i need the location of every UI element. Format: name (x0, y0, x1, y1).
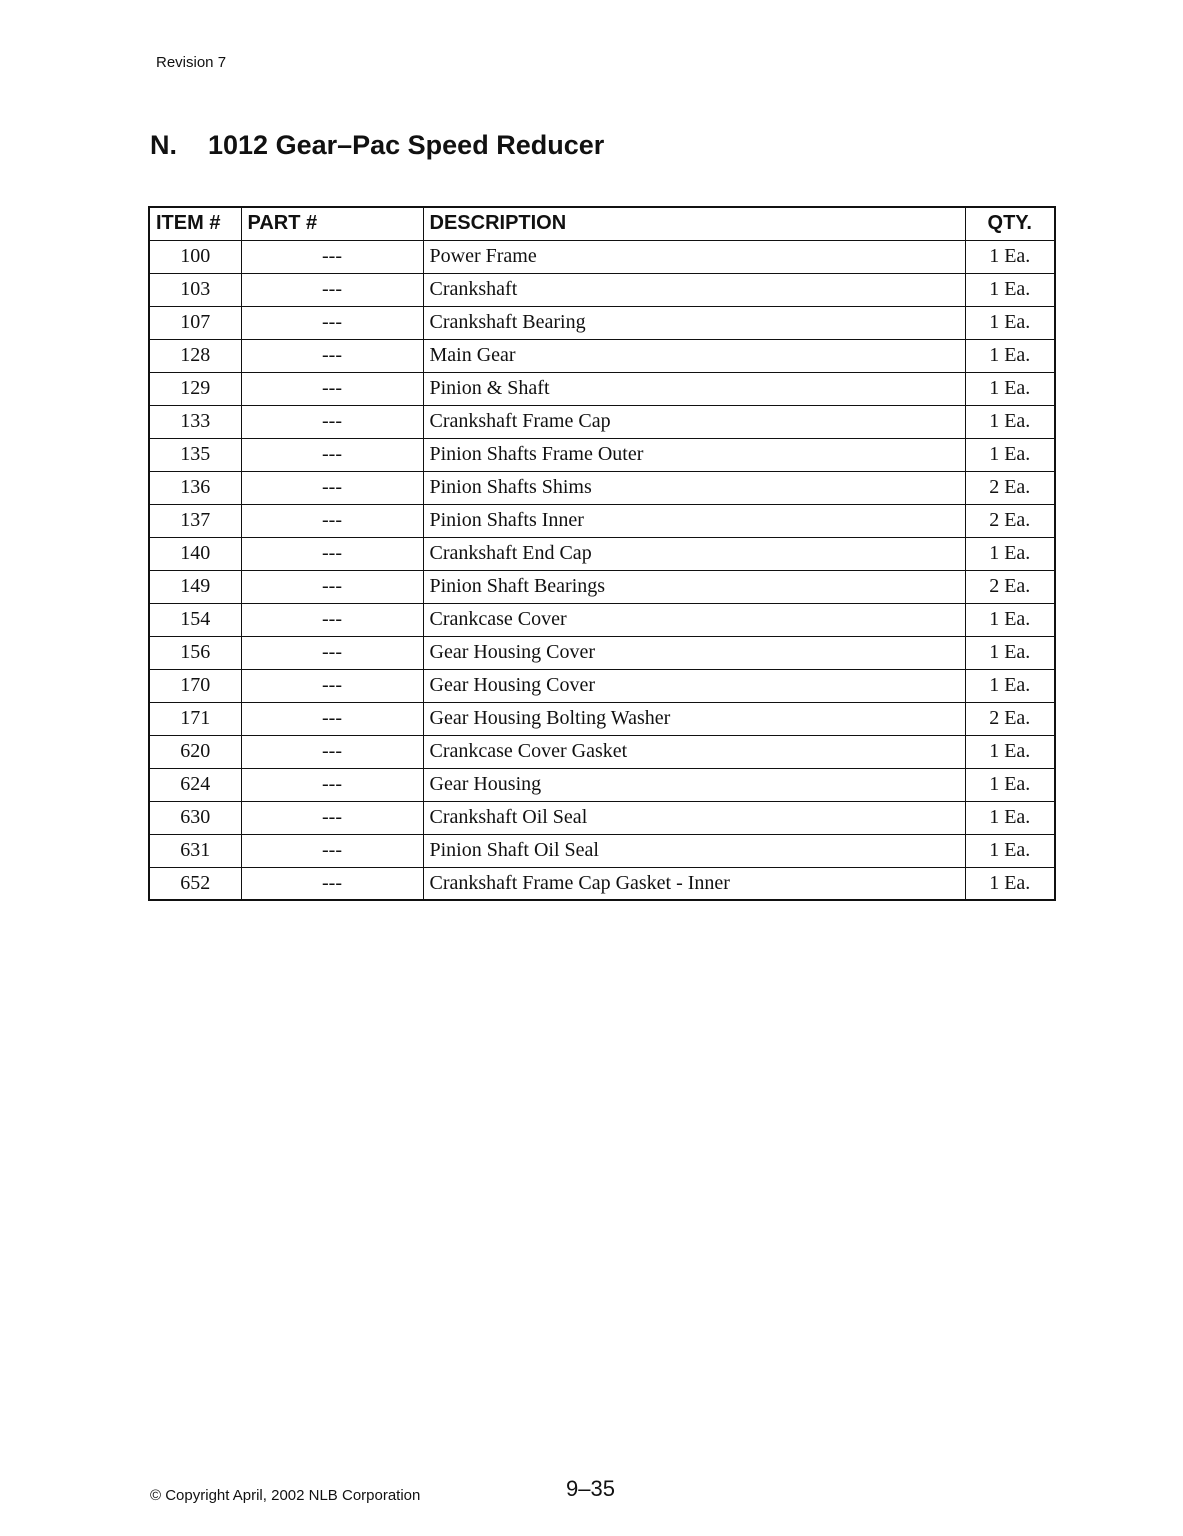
part-number-cell: --- (241, 669, 423, 702)
quantity-cell: 2 Ea. (965, 702, 1055, 735)
description-cell: Crankshaft Frame Cap (423, 405, 965, 438)
part-number-cell: --- (241, 636, 423, 669)
description-cell: Crankshaft (423, 273, 965, 306)
description-cell: Gear Housing Cover (423, 669, 965, 702)
item-number-cell: 154 (149, 603, 241, 636)
table-row (149, 768, 1055, 801)
item-number-cell: 624 (149, 768, 241, 801)
description-cell: Power Frame (423, 240, 965, 273)
quantity-cell: 1 Ea. (965, 339, 1055, 372)
quantity-cell: 2 Ea. (965, 570, 1055, 603)
item-number-cell: 136 (149, 471, 241, 504)
part-number-cell: --- (241, 834, 423, 867)
column-header-part: PART # (241, 207, 423, 240)
section-title-text: 1012 Gear–Pac Speed Reducer (208, 130, 605, 160)
quantity-cell: 1 Ea. (965, 603, 1055, 636)
column-header-qty: QTY. (965, 207, 1055, 240)
description-cell: Crankshaft End Cap (423, 537, 965, 570)
quantity-cell: 1 Ea. (965, 636, 1055, 669)
quantity-cell: 1 Ea. (965, 273, 1055, 306)
table-row (149, 504, 1055, 537)
item-number-cell: 652 (149, 867, 241, 900)
parts-table (148, 206, 1056, 901)
table-row (149, 735, 1055, 768)
item-number-cell: 103 (149, 273, 241, 306)
part-number-cell: --- (241, 273, 423, 306)
table-row (149, 801, 1055, 834)
column-header-item: ITEM # (149, 207, 241, 240)
table-row (149, 603, 1055, 636)
table-row (149, 867, 1055, 900)
item-number-cell: 156 (149, 636, 241, 669)
revision-label: Revision 7 (156, 54, 227, 71)
quantity-cell: 1 Ea. (965, 867, 1055, 900)
part-number-cell: --- (241, 339, 423, 372)
table-row (149, 339, 1055, 372)
part-number-cell: --- (241, 867, 423, 900)
item-number-cell: 100 (149, 240, 241, 273)
part-number-cell: --- (241, 768, 423, 801)
quantity-cell: 1 Ea. (965, 801, 1055, 834)
description-cell: Pinion Shaft Oil Seal (423, 834, 965, 867)
copyright-notice: © Copyright April, 2002 NLB Corporation (150, 1487, 421, 1504)
quantity-cell: 1 Ea. (965, 834, 1055, 867)
part-number-cell: --- (241, 801, 423, 834)
table-row (149, 570, 1055, 603)
quantity-cell: 1 Ea. (965, 240, 1055, 273)
part-number-cell: --- (241, 438, 423, 471)
table-row (149, 273, 1055, 306)
description-cell: Crankcase Cover Gasket (423, 735, 965, 768)
item-number-cell: 129 (149, 372, 241, 405)
quantity-cell: 2 Ea. (965, 504, 1055, 537)
item-number-cell: 171 (149, 702, 241, 735)
item-number-cell: 170 (149, 669, 241, 702)
item-number-cell: 135 (149, 438, 241, 471)
item-number-cell: 630 (149, 801, 241, 834)
table-row (149, 405, 1055, 438)
item-number-cell: 631 (149, 834, 241, 867)
page-number: 9–35 (566, 1476, 615, 1501)
description-cell: Pinion & Shaft (423, 372, 965, 405)
item-number-cell: 140 (149, 537, 241, 570)
quantity-cell: 1 Ea. (965, 306, 1055, 339)
description-cell: Crankshaft Oil Seal (423, 801, 965, 834)
item-number-cell: 620 (149, 735, 241, 768)
description-cell: Pinion Shaft Bearings (423, 570, 965, 603)
part-number-cell: --- (241, 702, 423, 735)
description-cell: Crankshaft Frame Cap Gasket - Inner (423, 867, 965, 900)
description-cell: Crankshaft Bearing (423, 306, 965, 339)
part-number-cell: --- (241, 570, 423, 603)
table-row (149, 372, 1055, 405)
table-header-row (149, 207, 1055, 240)
quantity-cell: 1 Ea. (965, 372, 1055, 405)
description-cell: Crankcase Cover (423, 603, 965, 636)
section-title (150, 130, 604, 161)
table-row (149, 669, 1055, 702)
item-number-cell: 128 (149, 339, 241, 372)
table-row (149, 438, 1055, 471)
part-number-cell: --- (241, 240, 423, 273)
table-row (149, 702, 1055, 735)
item-number-cell: 107 (149, 306, 241, 339)
quantity-cell: 1 Ea. (965, 735, 1055, 768)
part-number-cell: --- (241, 537, 423, 570)
part-number-cell: --- (241, 306, 423, 339)
table-row (149, 240, 1055, 273)
quantity-cell: 1 Ea. (965, 537, 1055, 570)
description-cell: Gear Housing Cover (423, 636, 965, 669)
part-number-cell: --- (241, 735, 423, 768)
table-row (149, 306, 1055, 339)
parts-table-body (149, 240, 1055, 900)
description-cell: Pinion Shafts Inner (423, 504, 965, 537)
table-row (149, 636, 1055, 669)
item-number-cell: 149 (149, 570, 241, 603)
section-letter: N. (150, 130, 177, 160)
part-number-cell: --- (241, 372, 423, 405)
description-cell: Gear Housing Bolting Washer (423, 702, 965, 735)
column-header-description: DESCRIPTION (423, 207, 965, 240)
part-number-cell: --- (241, 405, 423, 438)
description-cell: Main Gear (423, 339, 965, 372)
quantity-cell: 1 Ea. (965, 438, 1055, 471)
item-number-cell: 137 (149, 504, 241, 537)
table-row (149, 537, 1055, 570)
part-number-cell: --- (241, 603, 423, 636)
table-row (149, 471, 1055, 504)
quantity-cell: 1 Ea. (965, 405, 1055, 438)
description-cell: Gear Housing (423, 768, 965, 801)
part-number-cell: --- (241, 471, 423, 504)
table-row (149, 834, 1055, 867)
description-cell: Pinion Shafts Shims (423, 471, 965, 504)
quantity-cell: 1 Ea. (965, 669, 1055, 702)
description-cell: Pinion Shafts Frame Outer (423, 438, 965, 471)
part-number-cell: --- (241, 504, 423, 537)
quantity-cell: 2 Ea. (965, 471, 1055, 504)
item-number-cell: 133 (149, 405, 241, 438)
quantity-cell: 1 Ea. (965, 768, 1055, 801)
